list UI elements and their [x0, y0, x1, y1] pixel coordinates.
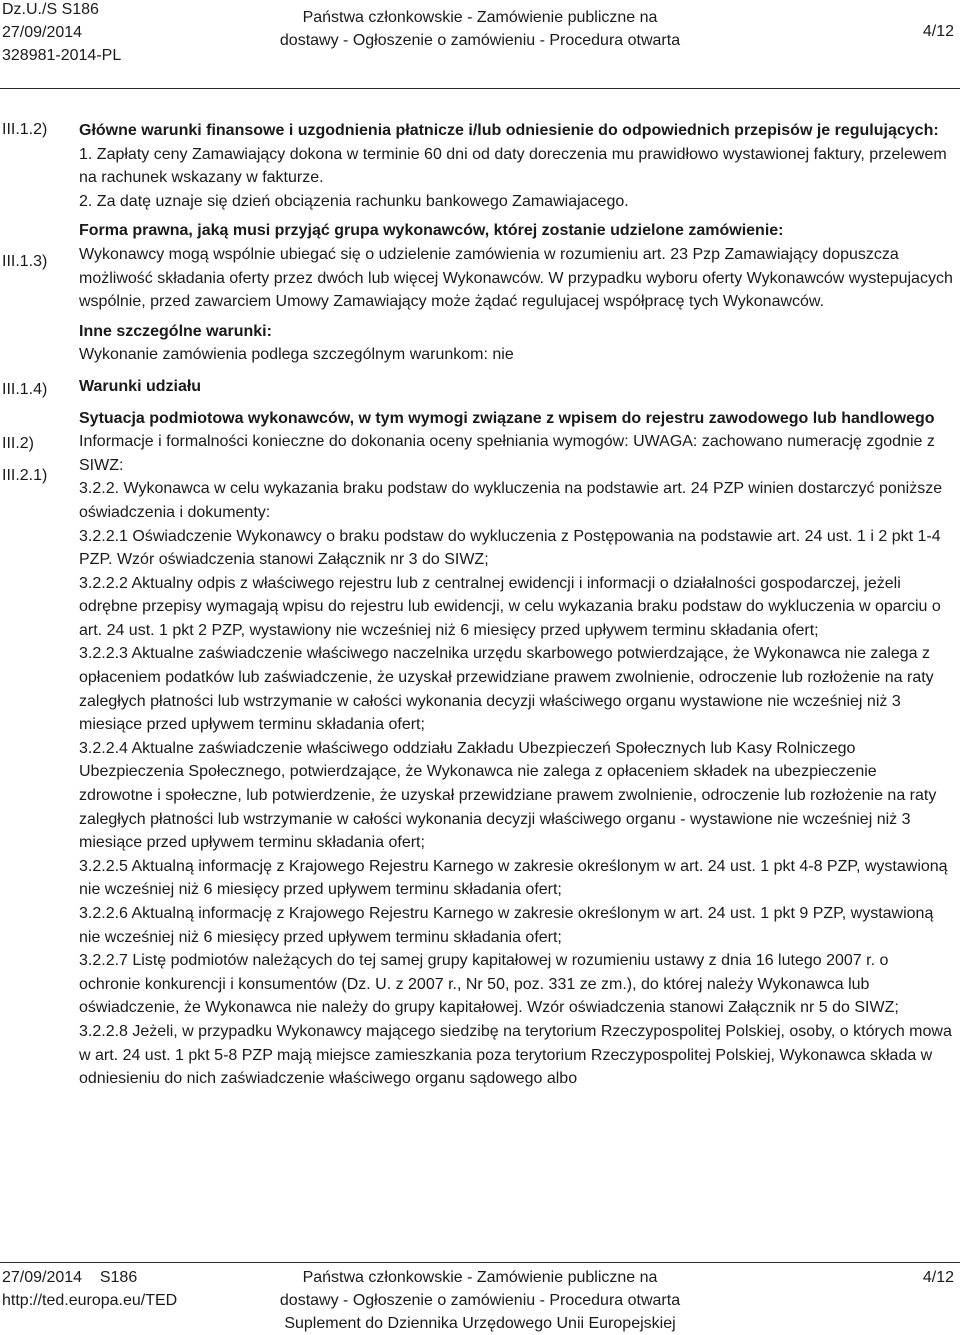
page-footer — [0, 1264, 960, 1334]
header-center — [0, 6, 960, 52]
paragraph: Wykonanie zamówienia podlega szczególnym warunkom: nie — [79, 346, 514, 364]
header-date: 27/09/2014 — [2, 24, 83, 41]
section-title: Główne warunki finansowe i uzgodnienia płatnicze i/lub odniesienie do odpowiednich przepisów je regulujących: — [79, 122, 939, 139]
paragraph: 3.2.2.3 Aktualne zaświadczenie właściwego naczelnika urzędu skarbowego potwierdzające, że Wykonawca nie zalega z opłaceniem podatków lub zaświadczenie, że uzyskał przewidziane prawem zwolnienie, odroczenie lub rozłożenie na raty zaległych płatności lub wstrzymanie w całości wykonania decyzji właściwego organu wystawione nie wcześniej niż 3 miesiące przed upływem terminu składania ofert; — [79, 645, 934, 734]
paragraph: 3.2.2.1 Oświadczenie Wykonawcy o braku podstaw do wykluczenia z Postępowania na podstawie art. 24 ust. 1 i 2 pkt 1-4 PZP. Wzór oświadczenia stanowi Załącznik nr 3 do SIWZ; — [79, 527, 941, 569]
section-number: III.2) — [2, 435, 35, 452]
paragraph: 1. Zapłaty ceny Zamawiający dokona w terminie 60 dni od daty doreczenia mu prawidłowo wystawionej faktury, przelewem na rachunek wskazany w fakturze. — [79, 145, 947, 187]
section-number: III.1.4) — [2, 381, 48, 398]
footer-divider — [0, 1262, 960, 1263]
footer-title-line2: dostawy - Ogłoszenie o zamówieniu - Procedura otwarta — [279, 1292, 681, 1309]
paragraph: 2. Za datę uznaje się dzień obciązenia rachunku bankowego Zamawiajacego. — [79, 192, 629, 210]
header-title-line2: dostawy - Ogłoszenie o zamówieniu - Procedura otwarta — [279, 32, 681, 49]
footer-title-line3: Suplement do Dziennika Urzędowego Unii Europejskiej — [284, 1315, 676, 1332]
notice-ref: 328981-2014-PL — [2, 47, 122, 64]
paragraph: Wykonawcy mogą wspólnie ubiegać się o udzielenie zamówienia w rozumieniu art. 23 Pzp Zamawiający dopuszcza możliwość składania oferty przez dwóch lub więcej Wykonawców. W przypadku wyboru oferty Wykonawców wystepujacych wspólnie, przed zawarciem Umowy Zamawiający może żądać regulujacej współpracę tych Wykonawców. — [79, 245, 953, 311]
header-divider — [0, 88, 960, 89]
footer-title-line1: Państwa członkowskie - Zamówienie publiczne na — [302, 1269, 658, 1286]
journal-ref: Dz.U./S S186 — [2, 1, 99, 18]
footer-date: 27/09/2014 — [2, 1269, 83, 1286]
section-number: III.1.2) — [2, 121, 48, 138]
section-title: Sytuacja podmiotowa wykonawców, w tym wymogi związane z wpisem do rejestru zawodowego lub handlowego — [79, 409, 935, 427]
paragraph: 3.2.2.7 Listę podmiotów należących do tej samej grupy kapitałowej w rozumieniu ustawy z dnia 16 lutego 2007 r. o ochronie konkurencji i konsumentów (Dz. U. z 2007 r., Nr 50, poz. 331 ze zm.), do której należy Wykonawca lub oświadczenie, że Wykonawca nie należy do grupy kapitałowej. Wzór oświadczenia stanowi Załącznik nr 5 do SIWZ; — [79, 952, 899, 1017]
paragraph: 3.2.2.5 Aktualną informację z Krajowego Rejestru Karnego w zakresie określonym w art. 24 ust. 1 pkt 4-8 PZP, wystawioną nie wcześniej niż 6 miesięcy przed upływem terminu składania ofert; — [79, 857, 948, 899]
section-title: Warunki udziału — [79, 377, 202, 395]
section-number: III.2.1) — [2, 467, 48, 484]
paragraph: 3.2.2.2 Aktualny odpis z właściwego rejestru lub z centralnej ewidencji i informacji o działalności gospodarczej, jeżeli odrębne przepisy wymagają wpisu do rejestru lub ewidencji, w celu wykazania braku podstaw do wykluczenia w oparciu o art. 24 ust. 1 pkt 2 PZP, wystawiony nie wcześniej niż 6 miesięcy przed upływem terminu składania ofert; — [79, 574, 941, 639]
paragraph: 3.2.2.4 Aktualne zaświadczenie właściwego oddziału Zakładu Ubezpieczeń Społecznych lub Kasy Rolniczego Ubezpieczenia Społecznego, potwierdzające, że Wykonawca nie zalega z opłaceniem składek na ubezpieczenie zdrowotne i społeczne, lub potwierdzenie, że uzyskał przewidziane prawem zwolnienie, odroczenie lub rozłożenie na raty zaległych płatności lub wstrzymanie w całości wykonania decyzji właściwego organu - wystawione nie wcześniej niż 3 miesiące przed upływem terminu składania ofert; — [79, 739, 937, 852]
section-title: Inne szczególne warunki: — [79, 322, 272, 340]
footer-url[interactable]: http://ted.europa.eu/TED — [2, 1292, 178, 1309]
header-page-number: 4/12 — [922, 23, 954, 40]
section-number: III.1.3) — [2, 253, 48, 270]
paragraph: Informacje i formalności konieczne do dokonania oceny spełniania wymogów: UWAGA: zachowano numerację zgodnie z SIWZ: — [79, 433, 935, 474]
footer-code: S186 — [99, 1269, 138, 1286]
paragraph: 3.2.2.6 Aktualną informację z Krajowego Rejestru Karnego w zakresie określonym w art. 24 ust. 1 pkt 9 PZP, wystawioną nie wcześniej niż 6 miesięcy przed upływem terminu składania ofert; — [79, 905, 934, 946]
main-content — [79, 119, 954, 1091]
page-header — [0, 0, 960, 70]
header-title-line1: Państwa członkowskie - Zamówienie publiczne na — [302, 9, 658, 26]
section-title: Forma prawna, jaką musi przyjąć grupa wykonawców, której zostanie udzielone zamówienie: — [79, 222, 784, 240]
paragraph: 3.2.2.8 Jeżeli, w przypadku Wykonawcy mającego siedzibę na terytorium Rzeczypospolitej Polskiej, osoby, o których mowa w art. 24 ust. 1 pkt 5-8 PZP mają miejsce zamieszkania poza terytorium Rzeczypospolitej Polskiej, Wykonawca składa w odniesieniu do nich zaświadczenie właściwego organu sądowego albo — [79, 1022, 952, 1088]
footer-page-number: 4/12 — [922, 1269, 954, 1286]
footer-center — [0, 1266, 960, 1335]
paragraph: 3.2.2. Wykonawca w celu wykazania braku podstaw do wykluczenia na podstawie art. 24 PZP winien dostarczyć poniższe oświadczenia i dokumenty: — [79, 480, 943, 521]
